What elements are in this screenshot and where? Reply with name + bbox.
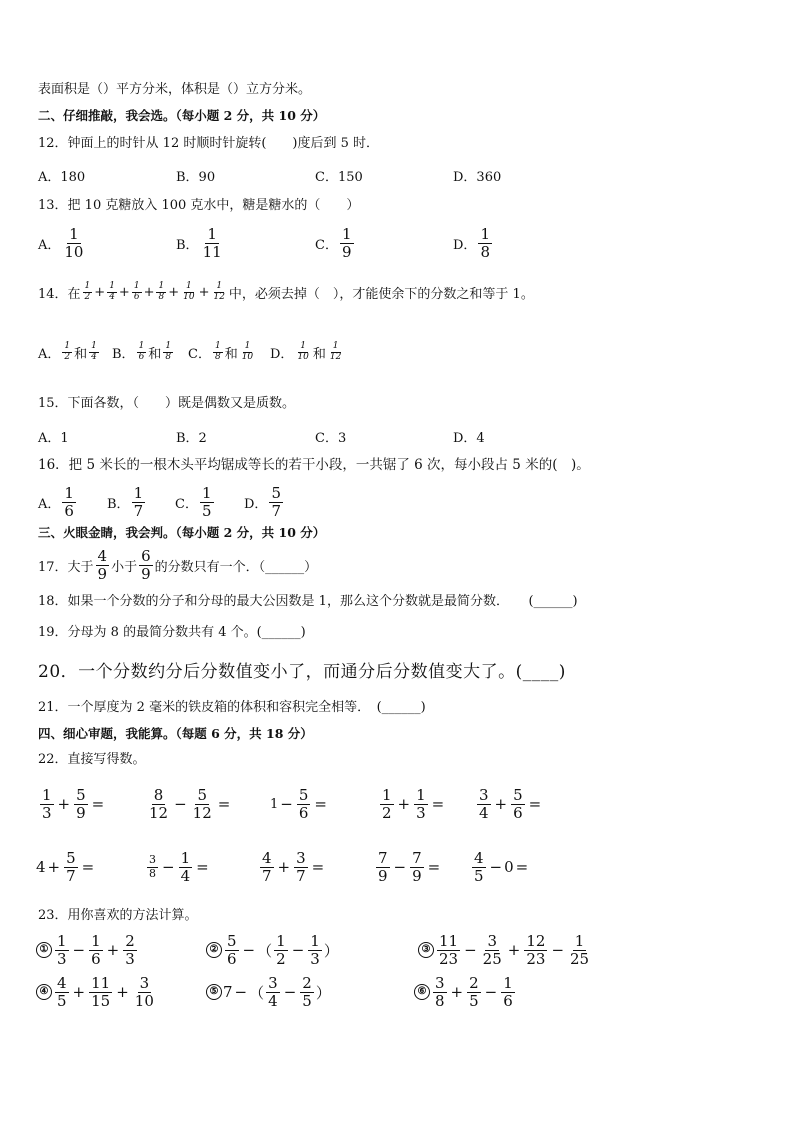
q20-stem: 20．一个分数约分后分数值变小了，而通分后分数值变大了。(____) bbox=[38, 662, 566, 682]
q22-expr-5: $\frac{3}{4}$ + $\frac{5}{6}$ = bbox=[479, 786, 542, 822]
q22-expr-2: $\frac{8}{12}$ − $\frac{5}{12}$ = bbox=[149, 786, 231, 822]
q14-frac-5: $\frac{1}{10}$ bbox=[183, 281, 195, 302]
q14-frac-6: $\frac{1}{12}$ bbox=[213, 281, 225, 302]
q13-option-b bbox=[176, 226, 226, 260]
section-3-title: 三、火眼金睛，我会判。（每小题 2 分，共 10 分） bbox=[38, 525, 326, 540]
q22-expr-10: $\frac{4}{5}$ − 0 = bbox=[474, 849, 529, 885]
q23-calc-5: ⑤ 7 − （ $\frac{3}{4}$ − $\frac{2}{5}$ ） bbox=[206, 975, 331, 1009]
q23-stem: 23．用你喜欢的方法计算。 bbox=[38, 908, 198, 923]
q23-calc-3: ③ $\frac{11}{23}$ − $\frac{3}{25}$ + $\frac{12}{23}$ − $\frac{1}{25}$ bbox=[418, 933, 593, 967]
q13-label-d: D． bbox=[453, 237, 477, 253]
q15-option-d: D．4 bbox=[453, 431, 485, 446]
q16-option-c: C． $\frac{1}{5}$ bbox=[175, 484, 212, 520]
q22-expr-7: $\frac{3}{8}$ − $\frac{1}{4}$ = bbox=[149, 849, 209, 885]
q13-frac-a: $\frac{1}{10}$ bbox=[64, 225, 84, 261]
q16-option-d: D． $\frac{5}{7}$ bbox=[244, 484, 281, 520]
q14-stem: 14．在 $\frac{1}{2}$ + $\frac{1}{4}$ + $\frac{1}{6}$ + $\frac{1}{8}$ + $\frac{1}{10}$ + $\frac{1}{12}$ 中，必须去掉（ ），才能使余下的分数之和等于 1。 bbox=[38, 281, 534, 302]
q14-post: 中，必须去掉（ ），才能使余下的分数之和等于 1。 bbox=[228, 286, 534, 302]
q14-frac-2: $\frac{1}{4}$ bbox=[109, 281, 115, 302]
q12-option-a: A．180 bbox=[38, 170, 86, 185]
q14-option-c: C． $\frac{1}{8}$ 和 $\frac{1}{10}$ bbox=[188, 341, 254, 362]
q14-frac-4: $\frac{1}{8}$ bbox=[158, 281, 165, 302]
q23-calc-6: ⑥ $\frac{3}{8}$ + $\frac{2}{5}$ − $\frac{1}{6}$ bbox=[414, 975, 517, 1009]
q21-stem: 21．一个厚度为 2 毫米的铁皮箱的体积和容积完全相等． (______) bbox=[38, 700, 426, 715]
q13-label-a: A． bbox=[38, 237, 61, 253]
q13-label-b: B． bbox=[176, 237, 199, 253]
q13-option-a bbox=[38, 226, 87, 260]
q23-calc-4: ④ $\frac{4}{5}$ + $\frac{11}{15}$ + $\frac{3}{10}$ bbox=[36, 975, 158, 1009]
q13-stem: 13．把 10 克糖放入 100 克水中，糖是糖水的（ ） bbox=[38, 198, 360, 213]
q15-option-c: C．3 bbox=[315, 431, 347, 446]
q16-option-a: A． $\frac{1}{6}$ bbox=[38, 484, 74, 520]
q13-label-c: C． bbox=[315, 237, 338, 253]
q15-option-b: B．2 bbox=[176, 431, 207, 446]
q15-option-a: A．1 bbox=[38, 431, 69, 446]
q22-expr-9: $\frac{7}{9}$ − $\frac{7}{9}$ = bbox=[378, 849, 441, 885]
q16-option-b: B． $\frac{1}{7}$ bbox=[107, 484, 144, 520]
q14-frac-3: $\frac{1}{6}$ bbox=[133, 281, 140, 302]
q14-frac-1: $\frac{1}{2}$ bbox=[84, 281, 91, 302]
q14-pre: 14．在 bbox=[38, 286, 81, 302]
q23-calc-1: ① $\frac{1}{3}$ − $\frac{1}{6}$ + $\frac{2}{3}$ bbox=[36, 933, 139, 967]
q22-expr-3: 1 − $\frac{5}{6}$ = bbox=[270, 786, 327, 822]
q22-expr-6: 4 + $\frac{5}{7}$ = bbox=[36, 849, 95, 885]
q22-expr-8: $\frac{4}{7}$ + $\frac{3}{7}$ = bbox=[262, 849, 325, 885]
q22-expr-4: $\frac{1}{2}$ + $\frac{1}{3}$ = bbox=[382, 786, 445, 822]
q14-option-b: B． $\frac{1}{6}$ 和 $\frac{1}{8}$ bbox=[112, 341, 172, 362]
intro-text-3: ）立方分米。 bbox=[233, 82, 312, 97]
q12-option-c: C．150 bbox=[315, 170, 363, 185]
q22-expr-1: $\frac{1}{3}$ + $\frac{5}{9}$ = bbox=[42, 786, 105, 822]
q13-frac-d: $\frac{1}{8}$ bbox=[480, 225, 490, 261]
q19-stem: 19．分母为 8 的最简分数共有 4 个。(______) bbox=[38, 625, 306, 640]
q12-stem: 12．钟面上的时针从 12 时顺时针旋转( )度后到 5 时． bbox=[38, 136, 380, 151]
section-4-title: 四、细心审题，我能算。（每题 6 分，共 18 分） bbox=[38, 726, 313, 741]
q12-option-d: D．360 bbox=[453, 170, 502, 185]
q14-option-a: A． $\frac{1}{2}$ 和 $\frac{1}{4}$ bbox=[38, 341, 97, 362]
q13-option-d bbox=[453, 226, 494, 260]
q18-stem: 18．如果一个分数的分子和分母的最大公因数是 1，那么这个分数就是最简分数． (______) bbox=[38, 594, 578, 609]
intro-text-2: ）平方分米，体积是（ bbox=[103, 82, 234, 97]
q16-stem: 16．把 5 米长的一根木头平均锯成等长的若干小段，一共锯了 6 次，每小段占 5 米的( )。 bbox=[38, 457, 590, 473]
q17-stem: 17．大于 $\frac{4}{9}$ 小于 $\frac{6}{9}$ 的分数只有一个．（______） bbox=[38, 547, 318, 583]
q12-option-b: B．90 bbox=[176, 170, 216, 185]
section-2-title: 二、仔细推敲，我会选。（每小题 2 分，共 10 分） bbox=[38, 108, 326, 123]
q13-frac-c: $\frac{1}{9}$ bbox=[341, 225, 352, 261]
q13-frac-b: $\frac{1}{11}$ bbox=[202, 225, 222, 261]
q13-option-c bbox=[315, 226, 356, 260]
q15-stem: 15．下面各数，（ ）既是偶数又是质数。 bbox=[38, 396, 296, 411]
intro-text-1: 表面积是（ bbox=[38, 82, 104, 97]
q22-stem: 22．直接写得数。 bbox=[38, 752, 146, 767]
q14-option-d: D． $\frac{1}{10}$ 和 $\frac{1}{12}$ bbox=[270, 341, 342, 362]
intro-line bbox=[38, 82, 311, 98]
q23-calc-2: ② $\frac{5}{6}$ − （ $\frac{1}{2}$ − $\frac{1}{3}$ ） bbox=[206, 933, 339, 967]
